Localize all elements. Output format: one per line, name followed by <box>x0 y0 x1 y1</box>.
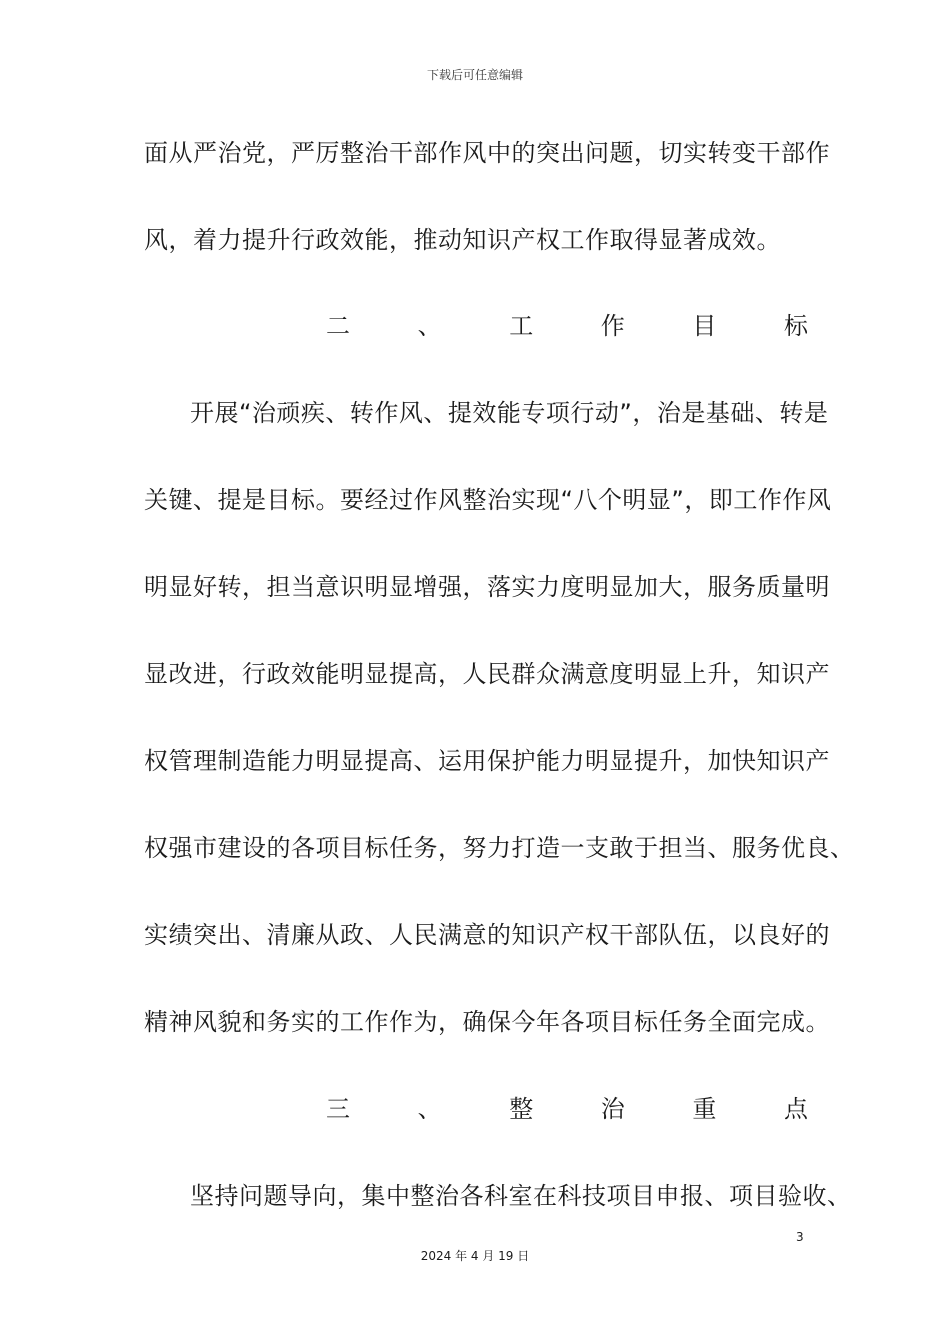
heading-char: 三 <box>326 1095 350 1123</box>
body-line: 权强市建设的各项目标任务，努力打造一支敢于担当、服务优良、 <box>144 834 855 862</box>
body-line: 开展“治顽疾、转作风、提效能专项行动”，治是基础、转是 <box>190 399 829 427</box>
heading-char: 、 <box>417 312 442 340</box>
heading-char: 标 <box>783 312 808 340</box>
section-heading-2 <box>326 311 808 341</box>
body-line: 坚持问题导向，集中整治各科室在科技项目申报、项目验收、 <box>190 1182 852 1210</box>
heading-char: 二 <box>326 312 350 340</box>
footer-date: 2024 年 4 月 19 日 <box>420 1249 530 1263</box>
page-header: 下载后可任意编辑 <box>426 68 523 82</box>
heading-char: 工 <box>509 312 534 340</box>
heading-char: 、 <box>417 1095 442 1123</box>
heading-char: 重 <box>692 1095 717 1123</box>
body-line: 权管理制造能力明显提高、运用保护能力明显提升，加快知识产 <box>144 747 830 775</box>
page-number: 3 <box>796 1230 804 1244</box>
body-line: 明显好转，担当意识明显增强，落实力度明显加大，服务质量明 <box>144 573 830 601</box>
heading-char: 作 <box>600 312 625 340</box>
heading-char: 治 <box>600 1095 625 1123</box>
body-line: 显改进，行政效能明显提高，人民群众满意度明显上升，知识产 <box>144 660 830 688</box>
body-line: 实绩突出、清廉从政、人民满意的知识产权干部队伍，以良好的 <box>144 921 830 949</box>
body-line: 关键、提是目标。要经过作风整治实现“八个明显”，即工作作风 <box>144 486 832 514</box>
heading-char: 目 <box>692 312 717 340</box>
heading-char: 整 <box>509 1095 534 1123</box>
heading-char: 点 <box>783 1095 808 1123</box>
body-line: 面从严治党，严厉整治干部作风中的突出问题，切实转变干部作 <box>144 139 830 167</box>
body-line: 精神风貌和务实的工作作为，确保今年各项目标任务全面完成。 <box>144 1008 830 1036</box>
section-heading-3 <box>326 1094 808 1124</box>
body-line: 风，着力提升行政效能，推动知识产权工作取得显著成效。 <box>144 226 781 254</box>
